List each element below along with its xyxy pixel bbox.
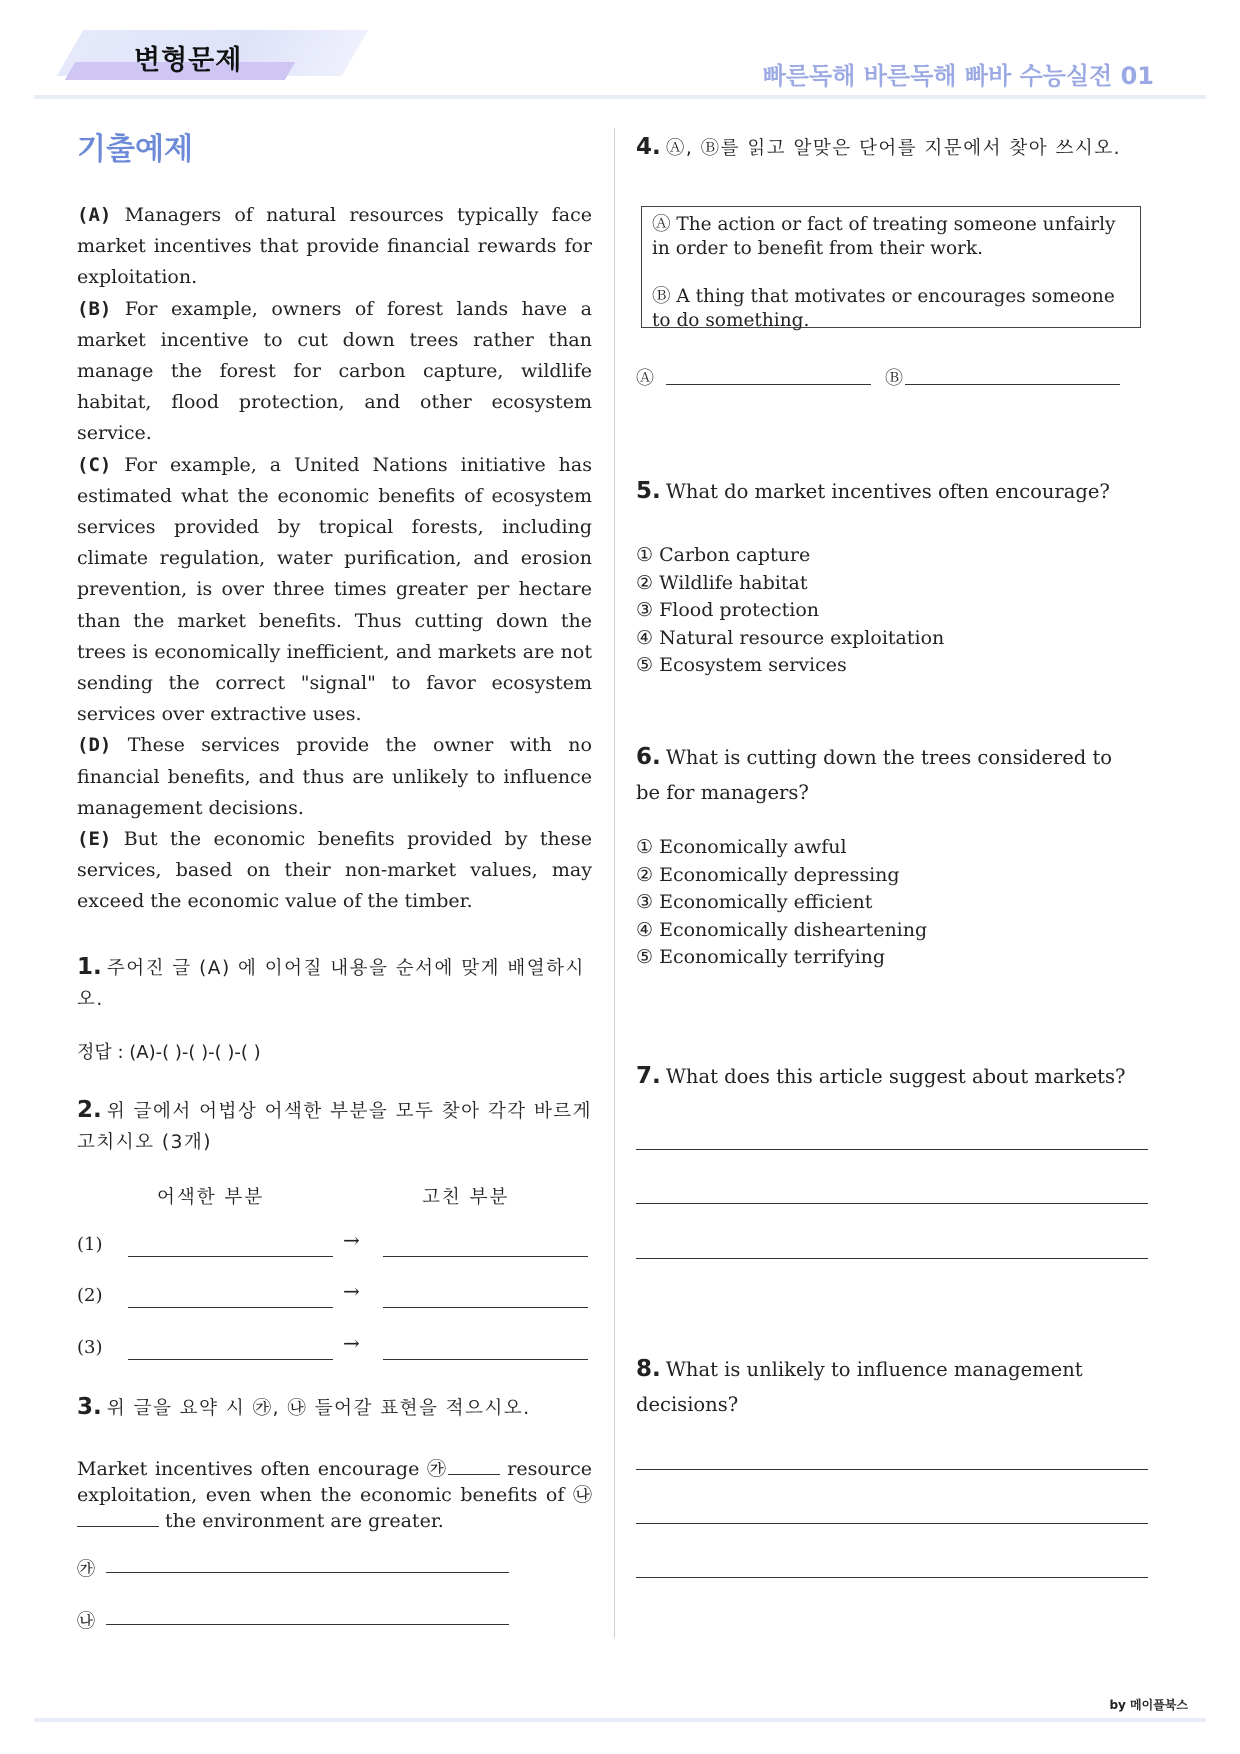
- paragraph-e: [77, 824, 592, 918]
- row-number: (1): [77, 1234, 103, 1255]
- option[interactable]: ② Wildlife habitat: [636, 571, 808, 594]
- summary-part: Market incentives often encourage ㉮: [77, 1458, 448, 1480]
- definition-b: Ⓑ A thing that motivates or encourages someone to do something.: [652, 286, 1115, 331]
- paragraph-label: (C): [77, 453, 112, 476]
- answer-blank-a[interactable]: [106, 1572, 509, 1573]
- option[interactable]: ③ Economically efficient: [636, 891, 873, 913]
- paragraph-c: [77, 450, 592, 731]
- answer-line[interactable]: [636, 1577, 1148, 1578]
- option[interactable]: ① Economically awful: [636, 836, 847, 858]
- paragraph-label: (E): [77, 828, 112, 851]
- question-text: 위 글을 요약 시 ㉮, ㉯ 들어갈 표현을 적으시오.: [106, 1398, 531, 1419]
- question-number: 3.: [77, 1394, 102, 1420]
- answer-line[interactable]: [636, 1469, 1148, 1470]
- question-number: 6.: [636, 744, 661, 770]
- paragraph-text: These services provide the owner with no financial benefits, and thus are unlikely to influence management decisions.: [77, 734, 592, 819]
- option[interactable]: ② Economically depressing: [636, 863, 900, 886]
- wrong-part-blank[interactable]: [128, 1307, 333, 1308]
- fixed-part-blank[interactable]: [383, 1359, 588, 1360]
- question-text: What is cutting down the trees considered to be for managers?: [636, 746, 1113, 804]
- question-8: [636, 1352, 1086, 1423]
- answer-blank-b[interactable]: [106, 1624, 509, 1625]
- definition-a: Ⓐ The action or fact of treating someone unfairly in order to benefit from their work.: [652, 214, 1116, 259]
- option[interactable]: ④ Economically disheartening: [636, 918, 928, 941]
- header-tag: 변형문제: [134, 45, 243, 76]
- paragraph-text: For example, owners of forest lands have a market incentive to cut down trees rather than manage the forest for carbon capture, wildlife habitat, flood protection, and other ecosystem service.: [77, 297, 592, 445]
- header-title: 빠른독해 바른독해 빠바 수능실전 01: [762, 62, 1154, 90]
- question-number: 5.: [636, 478, 661, 504]
- answer-line[interactable]: [636, 1203, 1148, 1204]
- section-title: 기출예제: [77, 132, 193, 167]
- summary-part: resource exploitation, even when the economic benefits of ㉯: [77, 1458, 592, 1506]
- wrong-part-blank[interactable]: [128, 1256, 333, 1257]
- answer-blank-a[interactable]: [666, 384, 871, 385]
- answer-blank-b[interactable]: [905, 384, 1120, 385]
- question-4: [636, 134, 1121, 160]
- question-text: Ⓐ, Ⓑ를 읽고 알맞은 단어를 지문에서 찾아 쓰시오.: [665, 138, 1121, 159]
- paragraph-text: But the economic benefits provided by these services, based on their non-market values, may exceed the economic value of the timber.: [77, 828, 592, 913]
- mark-a: Ⓐ: [636, 368, 654, 389]
- question-text: What is unlikely to influence management decisions?: [636, 1358, 1083, 1416]
- summary-blank-b[interactable]: [77, 1526, 159, 1527]
- options-list: [636, 542, 944, 680]
- footer-credit: by 메이플북스: [1109, 1698, 1188, 1712]
- definition-box: [641, 206, 1141, 331]
- option[interactable]: ⑤ Economically terrifying: [636, 946, 886, 968]
- mark-b: ㉯: [77, 1611, 95, 1632]
- option[interactable]: ③ Flood protection: [636, 599, 820, 621]
- paragraph-d: [77, 730, 592, 824]
- question-number: 2.: [77, 1097, 102, 1123]
- question-number: 7.: [636, 1063, 661, 1089]
- passage: [77, 200, 592, 918]
- paragraph-b: [77, 294, 592, 450]
- row-number: (2): [77, 1285, 103, 1306]
- question-number: 8.: [636, 1356, 661, 1382]
- question-number: 1.: [77, 954, 102, 980]
- option[interactable]: ① Carbon capture: [636, 544, 811, 566]
- question-text: What do market incentives often encourage?: [665, 480, 1110, 503]
- question-1: [77, 952, 597, 1015]
- fixed-part-blank[interactable]: [383, 1256, 588, 1257]
- footer-divider: [34, 1718, 1206, 1722]
- question-2: [77, 1095, 597, 1158]
- summary-text: [77, 1456, 592, 1534]
- wrong-part-blank[interactable]: [128, 1359, 333, 1360]
- column-divider: [614, 128, 615, 1638]
- answer-sequence[interactable]: 정답 : (A)-( )-( )-( )-( ): [77, 1042, 261, 1063]
- summary-part: the environment are greater.: [165, 1510, 444, 1532]
- answer-line[interactable]: [636, 1149, 1148, 1150]
- summary-blank-a[interactable]: [448, 1474, 500, 1475]
- question-5: [636, 478, 1110, 504]
- option[interactable]: ⑤ Ecosystem services: [636, 654, 847, 676]
- arrow-icon: →: [343, 1331, 360, 1355]
- question-text: 위 글에서 어법상 어색한 부분을 모두 찾아 각각 바르게 고치시오 (3개): [77, 1101, 593, 1153]
- question-3: [77, 1394, 597, 1420]
- paragraph-text: For example, a United Nations initiative has estimated what the economic benefits of ecosystem services provided by tropical forests, including climate regulation, water purification, and erosion prevention, is over three times greater per hectare than the market benefits. Thus cutting down the trees is economically inefficient, and markets are not sending the correct "signal" to favor ecosystem services over extractive uses.: [77, 453, 592, 726]
- mark-a: ㉮: [77, 1559, 95, 1580]
- option[interactable]: ④ Natural resource exploitation: [636, 626, 945, 649]
- paragraph-text: Managers of natural resources typically face market incentives that provide financial rewards for exploitation.: [77, 204, 593, 289]
- paragraph-label: (A): [77, 204, 112, 226]
- question-number: 4.: [636, 134, 661, 160]
- question-text: 주어진 글 (A) 에 이어질 내용을 순서에 맞게 배열하시오.: [77, 958, 585, 1010]
- header-divider: [34, 95, 1206, 99]
- question-6: [636, 740, 1141, 811]
- arrow-icon: →: [343, 1228, 360, 1252]
- column-header-wrong: 어색한 부분: [157, 1187, 265, 1208]
- options-list: [636, 834, 927, 972]
- row-number: (3): [77, 1337, 103, 1358]
- arrow-icon: →: [343, 1279, 360, 1303]
- paragraph-label: (D): [77, 734, 112, 757]
- paragraph-label: (B): [77, 297, 112, 320]
- question-7: [636, 1063, 1125, 1089]
- column-header-fixed: 고친 부분: [422, 1187, 510, 1208]
- fixed-part-blank[interactable]: [383, 1307, 588, 1308]
- answer-line[interactable]: [636, 1258, 1148, 1259]
- answer-line[interactable]: [636, 1523, 1148, 1524]
- paragraph-a: [77, 200, 592, 294]
- question-text: What does this article suggest about markets?: [665, 1065, 1126, 1088]
- mark-b: Ⓑ: [885, 368, 903, 389]
